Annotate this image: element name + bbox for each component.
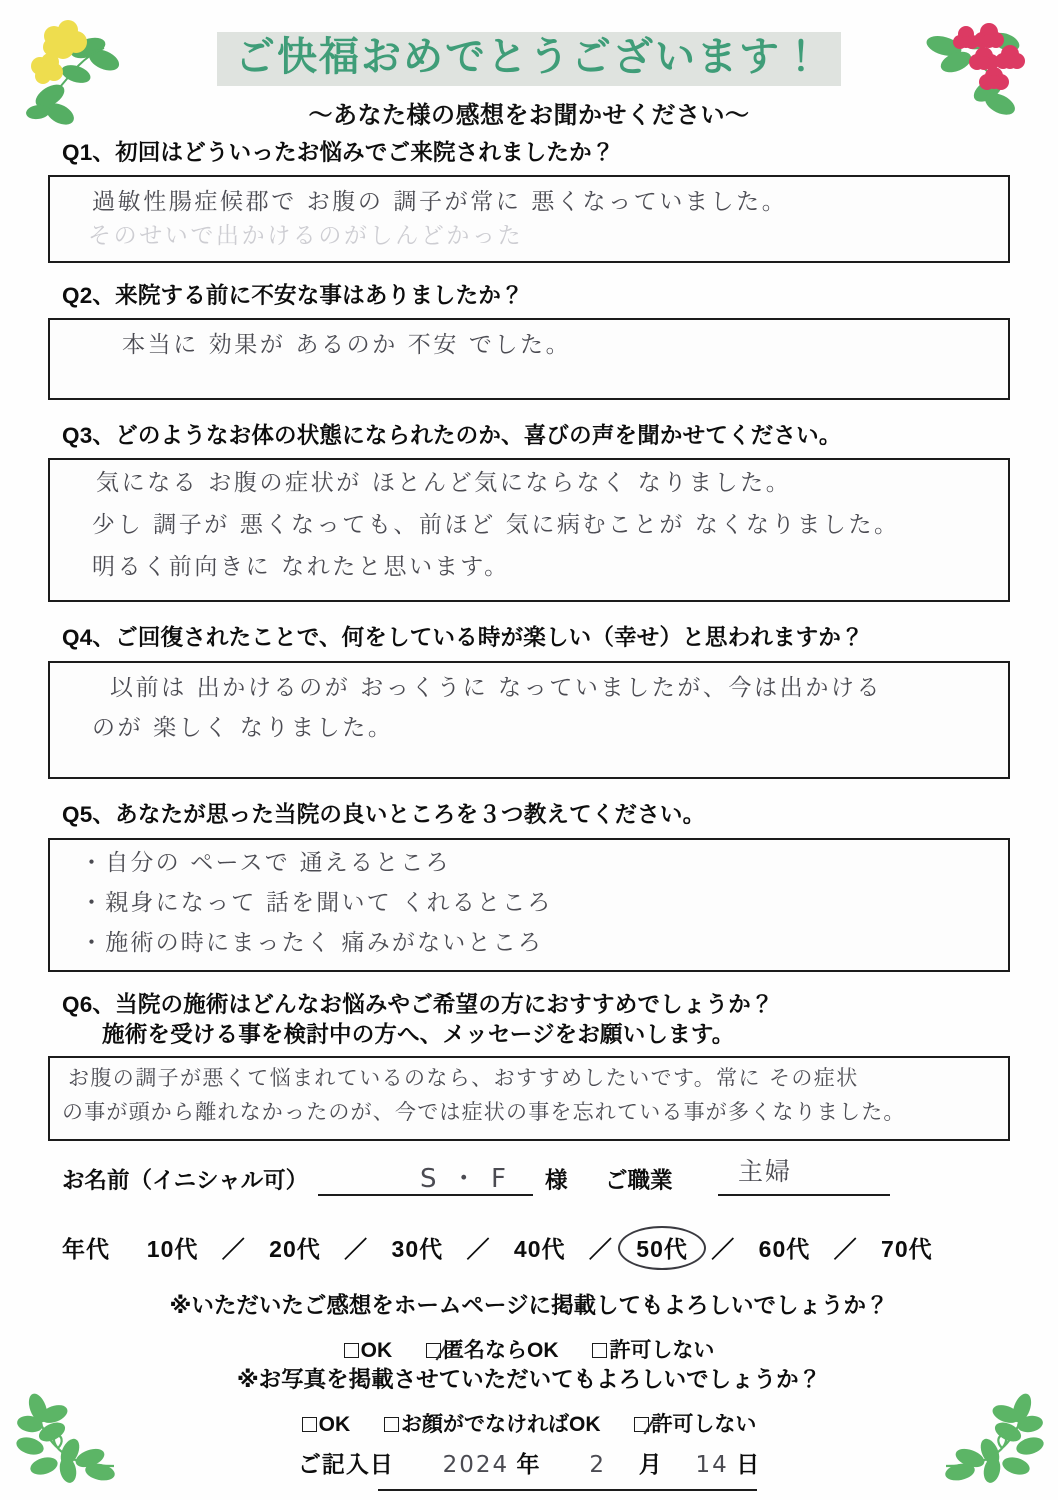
answer-text-q3-line2: 少し 調子が 悪くなっても、前ほど 気に病むことが なくなりました。 (92, 512, 900, 538)
checkbox-unchecked-icon[interactable] (592, 1343, 607, 1358)
consent-question-web: ※いただいたご感想をホームページに掲載してもよろしいでしょうか？ (169, 1293, 889, 1318)
consent-photo-option-ok[interactable]: OK (302, 1413, 351, 1437)
question-label-q6: Q6、当院の施術はどんなお悩みやご希望の方におすすめでしょうか？ (62, 992, 774, 1017)
title-text: ご快福おめでとうございます！ (235, 35, 823, 79)
checkbox-unchecked-icon[interactable] (344, 1343, 359, 1358)
age-option-60[interactable]: 60代 (758, 1236, 811, 1262)
age-option-20[interactable]: 20代 (269, 1236, 321, 1262)
answer-text-q4-line2: のが 楽しく なりました。 (92, 715, 394, 741)
age-option-10[interactable]: 10代 (146, 1236, 199, 1262)
consent-question-photo: ※お写真を掲載させていただいてもよろしいでしょうか？ (236, 1367, 822, 1392)
consent-web-option-deny[interactable]: 許可しない (592, 1334, 714, 1364)
question-label-q4: Q4、ご回復されたことで、何をしている時が楽しい（幸せ）と思われますか？ (62, 625, 864, 650)
date-underline (378, 1489, 757, 1491)
date-month-value[interactable]: 2 (589, 1452, 606, 1478)
consent-web-option-anonymous-ok[interactable]: 匿名ならOK (426, 1334, 559, 1364)
age-separator: ／ (221, 1236, 246, 1262)
question-label-q5: Q5、あなたが思った当院の良いところを３つ教えてください。 (62, 802, 706, 827)
age-separator: ／ (833, 1236, 858, 1262)
age-option-40[interactable]: 40代 (513, 1236, 566, 1262)
date-year-value[interactable]: 2024 (442, 1452, 510, 1478)
age-option-50-selected[interactable]: 50代 (634, 1231, 690, 1264)
consent-options-web (0, 1334, 1058, 1364)
answer-text-q2-line1: 本当に 効果が あるのか 不安 でした。 (122, 332, 572, 358)
answer-text-q5-line2: ・親身になって 話を聞いて くれるところ (80, 890, 553, 916)
question-label-q2: Q2、来院する前に不安な事はありましたか？ (62, 283, 524, 308)
answer-text-q5-line1: ・自分の ペースで 通えるところ (80, 850, 451, 876)
occupation-value: 主婦 (738, 1157, 793, 1186)
age-option-30[interactable]: 30代 (391, 1236, 444, 1262)
question-q3 (62, 421, 842, 451)
answer-text-q6-line1: お腹の調子が悪くて悩まれているのなら、おすすめしたいです。常に その症状 (68, 1066, 859, 1090)
question-q5 (62, 800, 705, 830)
occupation-underline (718, 1194, 890, 1196)
answer-text-q3-line1: 気になる お腹の症状が ほとんど気にならなく なりました。 (96, 470, 792, 496)
title-highlight-band (217, 32, 841, 86)
age-separator: ／ (466, 1236, 491, 1262)
consent-web-option-ok[interactable]: OK (344, 1339, 393, 1363)
answer-box-q1[interactable] (48, 175, 1010, 263)
consent-photo-option-no-face-ok[interactable]: お顔がでなければOK (384, 1408, 601, 1438)
question-label-q3: Q3、どのようなお体の状態になられたのか、喜びの声を聞かせてください。 (62, 423, 842, 448)
question-q6 (62, 990, 774, 1051)
name-label: お名前（イニシャル可） (62, 1168, 309, 1193)
age-group-row (62, 1231, 935, 1264)
question-label-q6-line2: 施術を受ける事を検討中の方へ、メッセージをお願いします。 (102, 1022, 735, 1048)
date-month-unit: 月 (638, 1451, 663, 1477)
question-q4 (62, 623, 864, 653)
answer-box-q6[interactable] (48, 1056, 1010, 1141)
date-year-unit: 年 (516, 1451, 541, 1477)
age-option-70[interactable]: 70代 (881, 1236, 933, 1262)
answer-text-q4-line1: 以前は 出かけるのが おっくうに なっていましたが、今は出かける (110, 675, 883, 701)
name-value: S ・ F (420, 1164, 509, 1194)
age-separator: ／ (711, 1236, 736, 1262)
answer-box-q2[interactable] (48, 318, 1010, 400)
consent-options-photo (0, 1408, 1058, 1438)
date-row (0, 1446, 1058, 1479)
age-label: 年代 (62, 1236, 110, 1262)
answer-text-q6-line2: の事が頭から離れなかったのが、今では症状の事を忘れている事が多くなりました。 (62, 1100, 906, 1124)
checkbox-unchecked-icon[interactable] (302, 1417, 317, 1432)
answer-box-q4[interactable] (48, 661, 1010, 779)
age-separator: ／ (588, 1236, 613, 1262)
question-q1 (62, 138, 615, 168)
answer-box-q5[interactable] (48, 838, 1010, 972)
checkbox-checked-icon[interactable] (426, 1343, 441, 1358)
name-suffix: 様 (545, 1168, 568, 1193)
checkbox-unchecked-icon[interactable] (384, 1417, 399, 1432)
date-day-value[interactable]: 14 (695, 1452, 729, 1478)
answer-text-q1-line2: そのせいで出かけるのがしんどかった (88, 223, 524, 249)
page-title (0, 32, 1058, 86)
checkbox-checked-icon[interactable] (634, 1417, 649, 1432)
consent-photo-option-deny[interactable]: 許可しない (634, 1408, 756, 1438)
answer-text-q3-line3: 明るく前向きに なれたと思います。 (92, 554, 510, 580)
age-separator: ／ (344, 1236, 369, 1262)
date-day-unit: 日 (736, 1451, 761, 1477)
date-label: ご記入日 (297, 1451, 394, 1477)
question-label-q1: Q1、初回はどういったお悩みでご来院されましたか？ (62, 140, 615, 165)
answer-box-q3[interactable] (48, 458, 1010, 602)
answer-text-q1-line1: 過敏性腸症候郡で お腹の 調子が常に 悪くなっていました。 (92, 189, 788, 215)
answer-text-q5-line3: ・施術の時にまったく 痛みがないところ (80, 930, 544, 956)
occupation-label: ご職業 (605, 1168, 673, 1193)
page-subtitle: 〜あなた様の感想をお聞かせください〜 (308, 102, 750, 129)
question-q2 (62, 281, 524, 311)
